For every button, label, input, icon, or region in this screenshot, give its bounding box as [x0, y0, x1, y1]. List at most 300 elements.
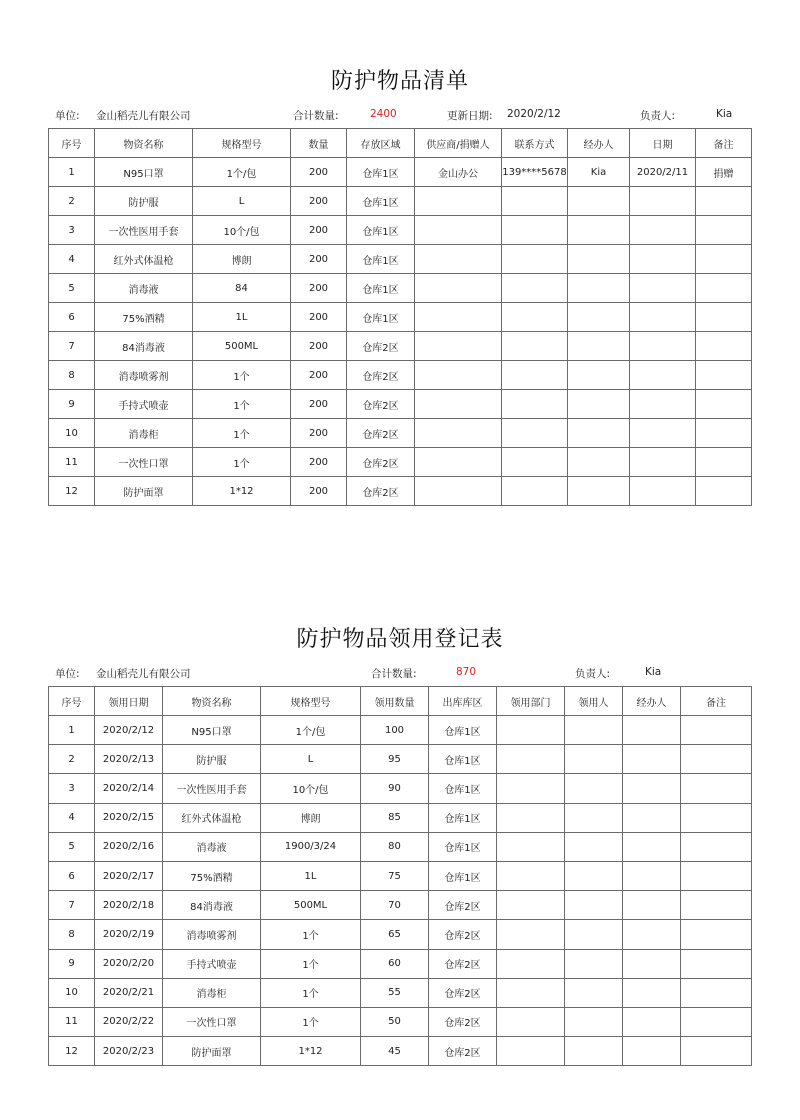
table-cell[interactable]: 仓库1区 [347, 187, 415, 216]
table-cell[interactable]: 12 [49, 477, 95, 506]
table-cell[interactable] [497, 891, 565, 920]
column-header: 供应商/捐赠人 [415, 129, 502, 158]
table-cell[interactable] [696, 361, 752, 390]
table-cell[interactable] [568, 274, 630, 303]
table-cell[interactable] [415, 245, 502, 274]
table-cell[interactable]: 70 [361, 891, 429, 920]
table-cell[interactable]: 200 [291, 158, 347, 187]
table-row [49, 920, 752, 949]
column-header: 备注 [681, 687, 752, 716]
table-row [49, 978, 752, 1007]
table-cell[interactable] [502, 187, 568, 216]
table-cell[interactable]: 139****5678 [502, 158, 568, 187]
table-row [49, 861, 752, 890]
table-cell[interactable] [623, 861, 681, 890]
table-cell[interactable] [415, 332, 502, 361]
table-cell[interactable]: 捐赠 [696, 158, 752, 187]
table-cell[interactable] [565, 1007, 623, 1036]
table-cell[interactable]: 200 [291, 216, 347, 245]
table-cell[interactable]: 1个 [261, 920, 361, 949]
table-cell[interactable]: 6 [49, 861, 95, 890]
column-header: 日期 [630, 129, 696, 158]
table-cell[interactable]: 2020/2/12 [95, 716, 163, 745]
table-row [49, 274, 752, 303]
table-cell[interactable] [623, 716, 681, 745]
table-cell[interactable] [696, 216, 752, 245]
table-cell[interactable] [681, 949, 752, 978]
table-cell[interactable]: 防护面罩 [163, 1037, 261, 1066]
table-cell[interactable] [568, 477, 630, 506]
table-cell[interactable]: 2 [49, 187, 95, 216]
table-cell[interactable] [565, 861, 623, 890]
table-row [49, 245, 752, 274]
table-cell[interactable]: 11 [49, 448, 95, 477]
table-cell[interactable]: 仓库2区 [347, 332, 415, 361]
table-cell[interactable]: N95口罩 [163, 716, 261, 745]
table-cell[interactable] [630, 448, 696, 477]
table-cell[interactable]: 一次性口罩 [95, 448, 193, 477]
table-cell[interactable] [502, 361, 568, 390]
table-cell[interactable] [696, 332, 752, 361]
table-cell[interactable] [681, 920, 752, 949]
sheet1-update-value: 2020/2/12 [507, 108, 561, 120]
table-cell[interactable] [568, 245, 630, 274]
table-cell[interactable]: 2020/2/15 [95, 803, 163, 832]
table-cell[interactable]: 1个 [261, 1007, 361, 1036]
table-cell[interactable] [696, 477, 752, 506]
table-cell[interactable]: 仓库2区 [347, 361, 415, 390]
table-row [49, 361, 752, 390]
table-row [49, 303, 752, 332]
table-cell[interactable]: 84消毒液 [95, 332, 193, 361]
table-cell[interactable]: 1个 [193, 448, 291, 477]
column-header: 规格型号 [193, 129, 291, 158]
table-cell[interactable]: 500ML [261, 891, 361, 920]
table-cell[interactable] [696, 390, 752, 419]
table-cell[interactable] [565, 891, 623, 920]
table-cell[interactable]: 1 [49, 716, 95, 745]
table-cell[interactable] [696, 419, 752, 448]
table-cell[interactable]: 仓库1区 [347, 158, 415, 187]
table-cell[interactable] [497, 1007, 565, 1036]
column-header: 物资名称 [95, 129, 193, 158]
table-cell[interactable] [415, 216, 502, 245]
table-cell[interactable]: 55 [361, 978, 429, 1007]
table-cell[interactable] [630, 274, 696, 303]
table-cell[interactable]: L [261, 745, 361, 774]
table-cell[interactable]: 8 [49, 361, 95, 390]
table-cell[interactable]: 2020/2/17 [95, 861, 163, 890]
table-cell[interactable]: 1L [193, 303, 291, 332]
column-header: 经办人 [623, 687, 681, 716]
table-cell[interactable]: 一次性医用手套 [95, 216, 193, 245]
table-row [49, 419, 752, 448]
table-cell[interactable]: 1个 [193, 390, 291, 419]
table-cell[interactable] [630, 361, 696, 390]
table-cell[interactable] [497, 803, 565, 832]
table-cell[interactable] [497, 861, 565, 890]
table-cell[interactable]: 仓库1区 [347, 245, 415, 274]
sheet2-title: 防护物品领用登记表 [296, 627, 504, 652]
table-cell[interactable]: 仓库1区 [429, 716, 497, 745]
table-cell[interactable] [696, 448, 752, 477]
table-cell[interactable]: 200 [291, 187, 347, 216]
table-row [49, 949, 752, 978]
table-cell[interactable]: 仓库2区 [429, 920, 497, 949]
table-cell[interactable] [630, 390, 696, 419]
table-row [49, 745, 752, 774]
table-cell[interactable] [497, 949, 565, 978]
table-cell[interactable] [502, 245, 568, 274]
sheet2-unit-value: 金山稻壳儿有限公司 [96, 668, 191, 680]
table-cell[interactable] [623, 1007, 681, 1036]
table-cell[interactable] [502, 448, 568, 477]
sheet1-update-label: 更新日期: [447, 110, 493, 122]
table-cell[interactable]: 2020/2/19 [95, 920, 163, 949]
table-cell[interactable] [568, 419, 630, 448]
table-cell[interactable]: 1个 [261, 978, 361, 1007]
table-cell[interactable]: 一次性口罩 [163, 1007, 261, 1036]
table-cell[interactable]: 12 [49, 1037, 95, 1066]
table-cell[interactable]: 500ML [193, 332, 291, 361]
table-cell[interactable] [502, 274, 568, 303]
table-cell[interactable]: 2020/2/22 [95, 1007, 163, 1036]
table-cell[interactable] [568, 448, 630, 477]
table-cell[interactable]: 1L [261, 861, 361, 890]
table-cell[interactable] [623, 803, 681, 832]
table-cell[interactable] [415, 361, 502, 390]
table-cell[interactable]: 200 [291, 419, 347, 448]
table-cell[interactable]: 100 [361, 716, 429, 745]
table-cell[interactable]: 1个/包 [261, 716, 361, 745]
table-cell[interactable] [630, 303, 696, 332]
table-cell[interactable] [630, 332, 696, 361]
table-cell[interactable] [415, 477, 502, 506]
header-row [49, 687, 752, 716]
table-cell[interactable]: 7 [49, 332, 95, 361]
table-cell[interactable]: 1个/包 [193, 158, 291, 187]
table-cell[interactable] [565, 1037, 623, 1066]
sheet1-total-label: 合计数量: [293, 110, 339, 122]
table-cell[interactable]: N95口罩 [95, 158, 193, 187]
table-cell[interactable]: 10个/包 [193, 216, 291, 245]
table-cell[interactable]: 2020/2/23 [95, 1037, 163, 1066]
table-cell[interactable] [681, 978, 752, 1007]
table-cell[interactable]: L [193, 187, 291, 216]
table-cell[interactable]: 7 [49, 891, 95, 920]
table-cell[interactable] [415, 390, 502, 419]
table-cell[interactable]: 仓库1区 [347, 216, 415, 245]
column-header: 经办人 [568, 129, 630, 158]
table-cell[interactable] [565, 978, 623, 1007]
table-cell[interactable]: 仓库1区 [429, 832, 497, 861]
table-cell[interactable] [497, 716, 565, 745]
table-cell[interactable] [630, 216, 696, 245]
table-row [49, 332, 752, 361]
sheet1-owner-label: 负责人: [640, 110, 676, 122]
table-cell[interactable]: 防护面罩 [95, 477, 193, 506]
table-cell[interactable] [681, 861, 752, 890]
table-cell[interactable]: 84消毒液 [163, 891, 261, 920]
table-cell[interactable] [565, 832, 623, 861]
table-cell[interactable] [415, 274, 502, 303]
table-cell[interactable]: 1个 [193, 419, 291, 448]
sheet1-title: 防护物品清单 [330, 69, 469, 94]
table-cell[interactable] [681, 745, 752, 774]
table-cell[interactable]: 2020/2/14 [95, 774, 163, 803]
table-cell[interactable]: 仓库2区 [347, 448, 415, 477]
table-cell[interactable] [565, 803, 623, 832]
table-cell[interactable]: 2 [49, 745, 95, 774]
table-cell[interactable]: 200 [291, 303, 347, 332]
column-header: 领用部门 [497, 687, 565, 716]
table-cell[interactable]: 1个 [193, 361, 291, 390]
sheet2-table [48, 686, 752, 1066]
table-cell[interactable] [497, 774, 565, 803]
table-cell[interactable] [630, 245, 696, 274]
table-cell[interactable]: 10 [49, 978, 95, 1007]
table-cell[interactable]: 消毒柜 [163, 978, 261, 1007]
table-cell[interactable]: 仓库2区 [429, 949, 497, 978]
table-row [49, 477, 752, 506]
sheet2-owner-value: Kia [645, 666, 662, 678]
table-cell[interactable]: 84 [193, 274, 291, 303]
table-cell[interactable]: 2020/2/21 [95, 978, 163, 1007]
table-cell[interactable]: 95 [361, 745, 429, 774]
table-row [49, 1007, 752, 1036]
column-header: 备注 [696, 129, 752, 158]
table-cell[interactable] [497, 832, 565, 861]
table-cell[interactable]: 仓库2区 [429, 1007, 497, 1036]
table-cell[interactable] [568, 187, 630, 216]
column-header: 序号 [49, 687, 95, 716]
table-cell[interactable] [630, 187, 696, 216]
table-cell[interactable] [681, 803, 752, 832]
column-header: 领用数量 [361, 687, 429, 716]
table-cell[interactable]: 200 [291, 448, 347, 477]
table-cell[interactable]: 手持式喷壶 [95, 390, 193, 419]
header-row [49, 129, 752, 158]
table-cell[interactable] [681, 716, 752, 745]
table-cell[interactable]: 3 [49, 774, 95, 803]
table-cell[interactable]: 4 [49, 803, 95, 832]
table-cell[interactable]: 消毒液 [95, 274, 193, 303]
table-cell[interactable] [497, 745, 565, 774]
table-cell[interactable]: 85 [361, 803, 429, 832]
table-cell[interactable]: 仓库1区 [347, 303, 415, 332]
table-cell[interactable] [502, 477, 568, 506]
table-cell[interactable] [696, 303, 752, 332]
table-cell[interactable]: 45 [361, 1037, 429, 1066]
column-header: 领用人 [565, 687, 623, 716]
table-cell[interactable] [565, 716, 623, 745]
sheet2-unit-label: 单位: [55, 668, 80, 680]
table-cell[interactable] [681, 891, 752, 920]
table-cell[interactable] [497, 1037, 565, 1066]
table-cell[interactable] [502, 332, 568, 361]
table-cell[interactable]: 仓库1区 [347, 274, 415, 303]
table-row [49, 832, 752, 861]
table-cell[interactable]: 1*12 [193, 477, 291, 506]
table-cell[interactable]: 仓库1区 [429, 745, 497, 774]
table-cell[interactable]: 一次性医用手套 [163, 774, 261, 803]
table-cell[interactable]: 50 [361, 1007, 429, 1036]
table-row [49, 803, 752, 832]
table-cell[interactable]: 200 [291, 274, 347, 303]
table-row [49, 390, 752, 419]
sheet2-total-value: 870 [456, 666, 477, 678]
table-cell[interactable]: 仓库1区 [429, 803, 497, 832]
table-cell[interactable]: 金山办公 [415, 158, 502, 187]
column-header: 联系方式 [502, 129, 568, 158]
table-cell[interactable] [568, 390, 630, 419]
table-cell[interactable] [415, 448, 502, 477]
table-cell[interactable]: 2020/2/13 [95, 745, 163, 774]
table-cell[interactable] [630, 477, 696, 506]
column-header: 领用日期 [95, 687, 163, 716]
table-cell[interactable]: 4 [49, 245, 95, 274]
table-cell[interactable] [623, 1037, 681, 1066]
table-cell[interactable]: 9 [49, 949, 95, 978]
table-row [49, 1037, 752, 1066]
table-cell[interactable]: 2020/2/18 [95, 891, 163, 920]
table-cell[interactable]: 博朗 [193, 245, 291, 274]
table-cell[interactable] [565, 949, 623, 978]
table-cell[interactable]: 仓库2区 [347, 390, 415, 419]
sheet1-owner-value: Kia [716, 108, 733, 120]
table-cell[interactable] [502, 390, 568, 419]
sheet1-table [48, 128, 752, 506]
table-cell[interactable] [568, 361, 630, 390]
table-cell[interactable]: 5 [49, 274, 95, 303]
table-cell[interactable]: 90 [361, 774, 429, 803]
table-row [49, 891, 752, 920]
table-cell[interactable]: 3 [49, 216, 95, 245]
table-cell[interactable]: Kia [568, 158, 630, 187]
table-cell[interactable] [565, 920, 623, 949]
table-cell[interactable]: 60 [361, 949, 429, 978]
table-cell[interactable]: 消毒喷雾剂 [95, 361, 193, 390]
table-cell[interactable] [497, 920, 565, 949]
table-cell[interactable]: 1900/3/24 [261, 832, 361, 861]
table-cell[interactable] [630, 419, 696, 448]
table-cell[interactable]: 200 [291, 332, 347, 361]
table-cell[interactable]: 2020/2/11 [630, 158, 696, 187]
table-cell[interactable]: 仓库2区 [347, 477, 415, 506]
table-cell[interactable]: 200 [291, 477, 347, 506]
table-cell[interactable]: 2020/2/16 [95, 832, 163, 861]
table-cell[interactable] [623, 745, 681, 774]
table-cell[interactable] [415, 303, 502, 332]
table-cell[interactable] [696, 245, 752, 274]
table-cell[interactable]: 消毒柜 [95, 419, 193, 448]
table-cell[interactable]: 75%酒精 [163, 861, 261, 890]
table-cell[interactable]: 红外式体温枪 [95, 245, 193, 274]
table-cell[interactable]: 红外式体温枪 [163, 803, 261, 832]
table-row [49, 158, 752, 187]
table-cell[interactable] [502, 419, 568, 448]
table-cell[interactable] [681, 1037, 752, 1066]
table-cell[interactable]: 5 [49, 832, 95, 861]
table-cell[interactable]: 1个 [261, 949, 361, 978]
table-cell[interactable]: 200 [291, 245, 347, 274]
column-header: 出库库区 [429, 687, 497, 716]
table-cell[interactable] [568, 332, 630, 361]
table-cell[interactable] [623, 920, 681, 949]
table-cell[interactable]: 10 [49, 419, 95, 448]
column-header: 数量 [291, 129, 347, 158]
table-cell[interactable] [502, 303, 568, 332]
table-cell[interactable]: 手持式喷壶 [163, 949, 261, 978]
table-cell[interactable]: 75 [361, 861, 429, 890]
table-cell[interactable]: 9 [49, 390, 95, 419]
table-row [49, 216, 752, 245]
table-cell[interactable]: 仓库2区 [347, 419, 415, 448]
table-cell[interactable]: 仓库2区 [429, 1037, 497, 1066]
table-cell[interactable] [415, 187, 502, 216]
sheet1-total-value: 2400 [370, 108, 397, 120]
sheet2-total-label: 合计数量: [371, 668, 417, 680]
column-header: 序号 [49, 129, 95, 158]
table-cell[interactable] [623, 978, 681, 1007]
table-row [49, 774, 752, 803]
table-cell[interactable]: 200 [291, 390, 347, 419]
table-cell[interactable]: 1*12 [261, 1037, 361, 1066]
table-cell[interactable] [497, 978, 565, 1007]
table-row [49, 716, 752, 745]
table-cell[interactable]: 65 [361, 920, 429, 949]
table-cell[interactable]: 1 [49, 158, 95, 187]
table-cell[interactable]: 2020/2/20 [95, 949, 163, 978]
column-header: 规格型号 [261, 687, 361, 716]
table-cell[interactable]: 防护服 [163, 745, 261, 774]
table-cell[interactable]: 6 [49, 303, 95, 332]
table-cell[interactable]: 仓库1区 [429, 774, 497, 803]
table-cell[interactable] [623, 774, 681, 803]
table-cell[interactable]: 仓库2区 [429, 978, 497, 1007]
table-cell[interactable] [568, 216, 630, 245]
table-cell[interactable] [565, 745, 623, 774]
table-cell[interactable]: 8 [49, 920, 95, 949]
table-cell[interactable] [502, 216, 568, 245]
table-cell[interactable]: 防护服 [95, 187, 193, 216]
table-cell[interactable]: 仓库2区 [429, 891, 497, 920]
table-row [49, 448, 752, 477]
sheet1-unit-label: 单位: [55, 110, 80, 122]
table-cell[interactable] [415, 419, 502, 448]
table-cell[interactable]: 博朗 [261, 803, 361, 832]
table-cell[interactable]: 11 [49, 1007, 95, 1036]
table-cell[interactable] [568, 303, 630, 332]
table-cell[interactable] [565, 774, 623, 803]
table-cell[interactable] [623, 949, 681, 978]
table-cell[interactable]: 80 [361, 832, 429, 861]
table-cell[interactable]: 消毒液 [163, 832, 261, 861]
sheet2-owner-label: 负责人: [575, 668, 611, 680]
table-cell[interactable] [623, 891, 681, 920]
table-cell[interactable] [681, 832, 752, 861]
table-cell[interactable] [696, 274, 752, 303]
table-cell[interactable] [681, 774, 752, 803]
table-cell[interactable]: 200 [291, 361, 347, 390]
table-cell[interactable] [623, 832, 681, 861]
table-cell[interactable] [681, 1007, 752, 1036]
table-cell[interactable]: 10个/包 [261, 774, 361, 803]
table-cell[interactable]: 消毒喷雾剂 [163, 920, 261, 949]
table-cell[interactable] [696, 187, 752, 216]
table-cell[interactable]: 仓库1区 [429, 861, 497, 890]
table-cell[interactable]: 75%酒精 [95, 303, 193, 332]
